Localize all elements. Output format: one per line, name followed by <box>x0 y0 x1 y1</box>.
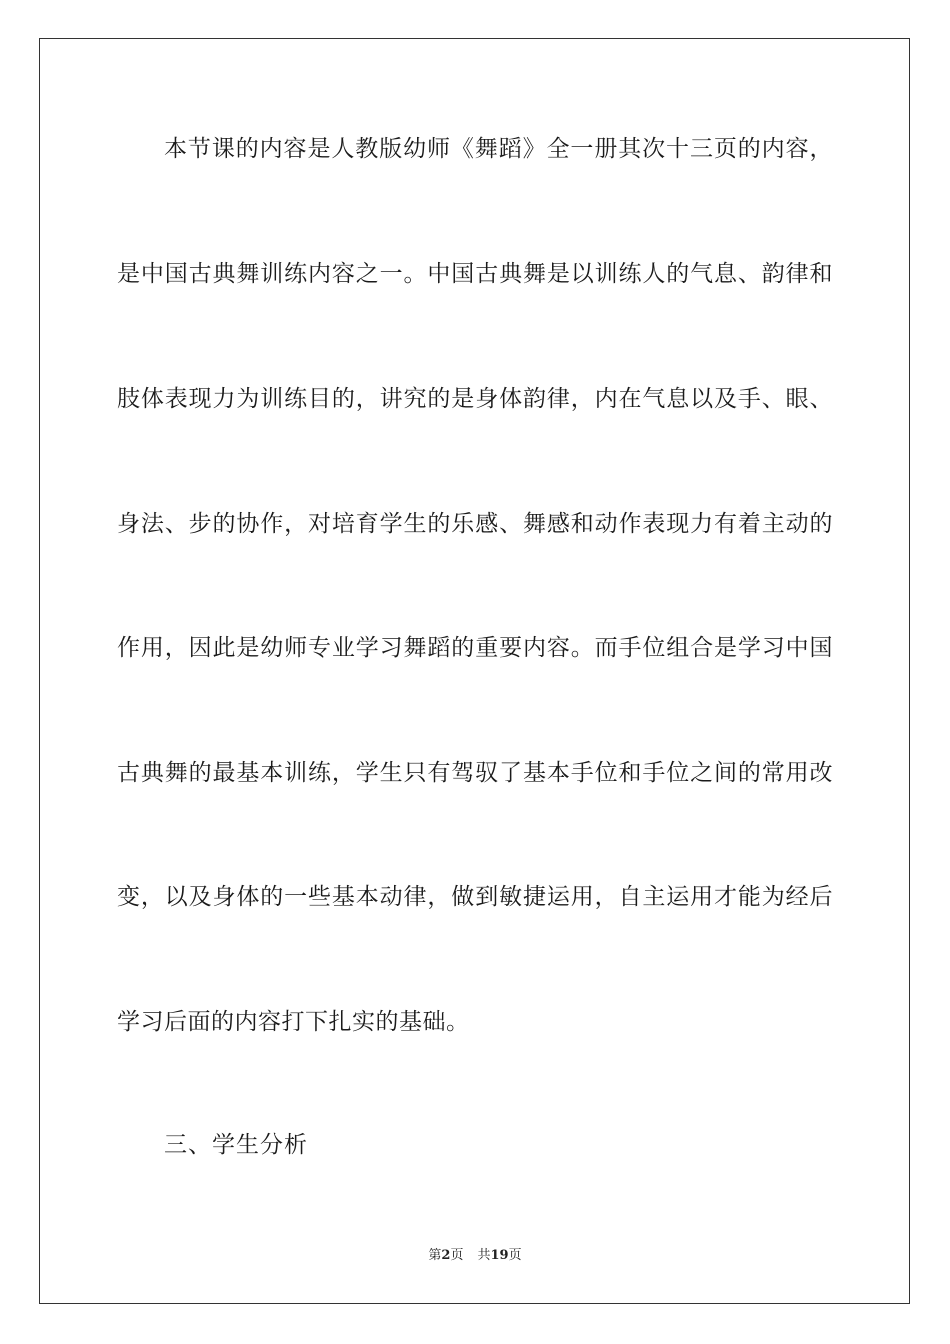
section-heading: 三、学生分析 <box>164 1132 308 1158</box>
paragraph-line-5: 作用，因此是幼师专业学习舞蹈的重要内容。而手位组合是学习中国 <box>117 635 833 661</box>
paragraph-line-6: 古典舞的最基本训练，学生只有驾驭了基本手位和手位之间的常用改 <box>117 760 833 786</box>
page-footer <box>0 1247 950 1265</box>
total-prefix: 共 <box>477 1248 491 1263</box>
paragraph-line-8: 学习后面的内容打下扎实的基础。 <box>117 1009 470 1035</box>
paragraph-line-7: 变，以及身体的一些基本动律，做到敏捷运用，自主运用才能为经后 <box>117 884 833 910</box>
paragraph-line-3: 肢体表现力为训练目的，讲究的是身体韵律，内在气息以及手、眼、 <box>117 386 833 412</box>
page-suffix: 页 <box>450 1248 464 1263</box>
page-border <box>39 38 910 1304</box>
total-pages: 19 <box>490 1248 509 1263</box>
page-prefix: 第 <box>428 1248 442 1263</box>
paragraph-line-1: 本节课的内容是人教版幼师《舞蹈》全一册其次十三页的内容， <box>164 136 833 162</box>
paragraph-line-2: 是中国古典舞训练内容之一。中国古典舞是以训练人的气息、韵律和 <box>117 261 833 287</box>
total-suffix: 页 <box>508 1248 522 1263</box>
page-number: 2 <box>441 1248 451 1263</box>
paragraph-line-4: 身法、步的协作，对培育学生的乐感、舞感和动作表现力有着主动的 <box>117 511 833 537</box>
